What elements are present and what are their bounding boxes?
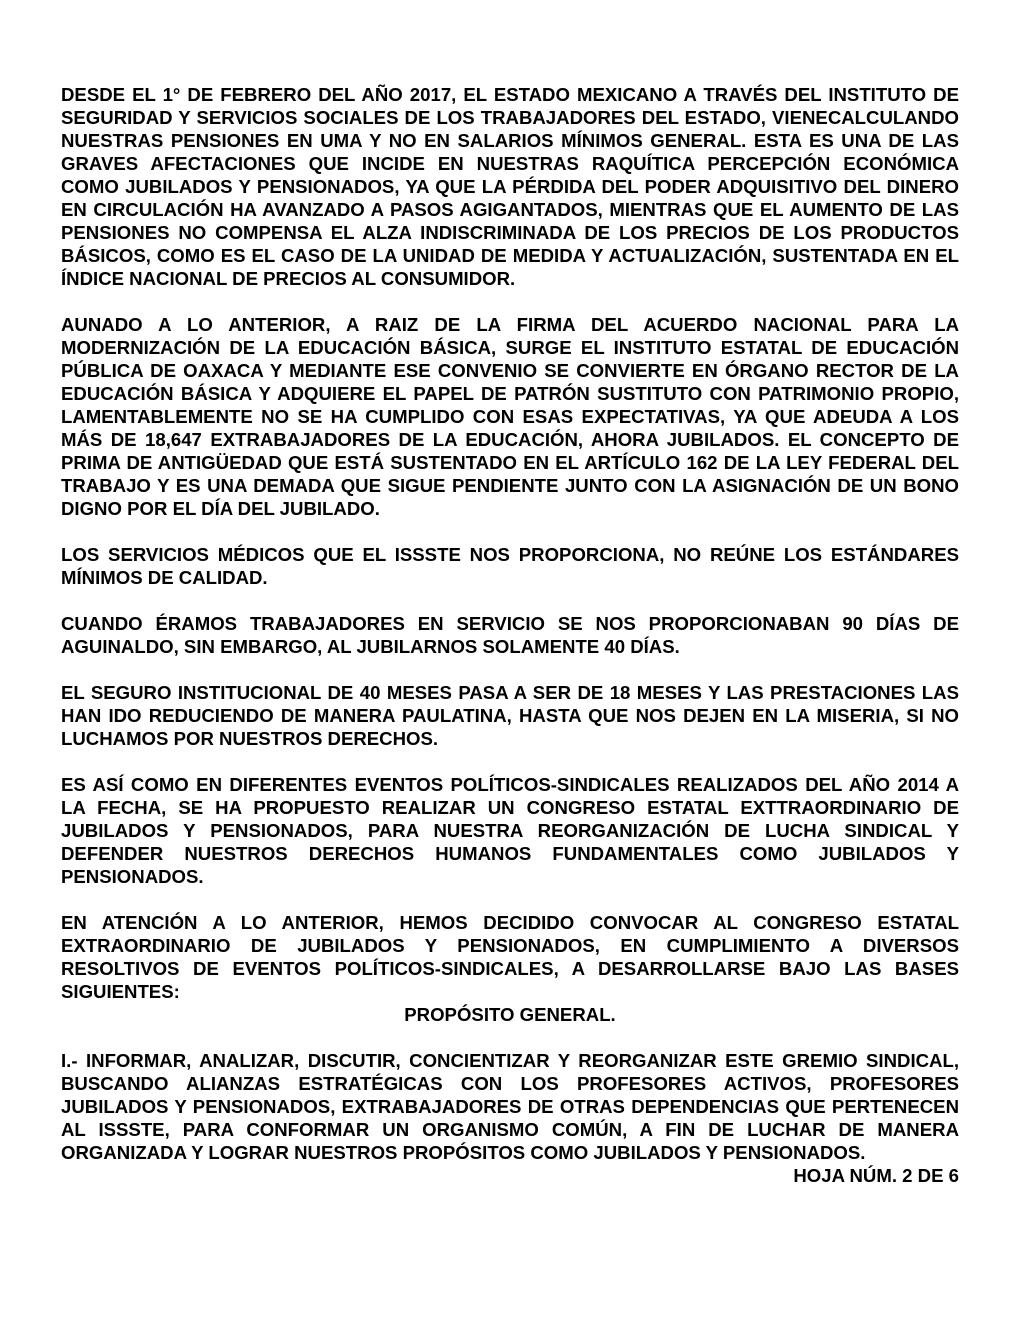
document-page [61, 83, 959, 1187]
page-number: HOJA NÚM. 2 DE 6 [793, 1165, 959, 1186]
section-heading: PROPÓSITO GENERAL. [404, 1004, 616, 1025]
paragraph-ieepo-agreement: AUNADO A LO ANTERIOR, A RAIZ DE LA FIRMA DEL ACUERDO NACIONAL PARA LA MODERNIZACIÓN DE LA EDUCACIÓN BÁSICA, SURGE EL INSTITUTO ESTATAL DE EDUCACIÓN PÚBLICA DE OAXACA Y MEDIANTE ESE CONVENIO SE CONVIERTE EN ÓRGANO RECTOR DE LA EDUCACIÓN BÁSICA Y ADQUIERE EL PAPEL DE PATRÓN SUSTITUTO CON PATRIMONIO PROPIO, LAMENTABLEMENTE NO SE HA CUMPLIDO CON ESAS EXPECTATIVAS, YA QUE ADEUDA A LOS MÁS DE 18,647 EXTRABAJADORES DE LA EDUCACIÓN, AHORA JUBILADOS. EL CONCEPTO DE PRIMA DE ANTIGÜEDAD QUE ESTÁ SUSTENTADO EN EL ARTÍCULO 162 DE LA LEY FEDERAL DEL TRABAJO Y ES UNA DEMADA QUE SIGUE PENDIENTE JUNTO CON LA ASIGNACIÓN DE UN BONO DIGNO POR EL DÍA DEL JUBILADO. [61, 314, 959, 519]
paragraph-institutional-insurance: EL SEGURO INSTITUCIONAL DE 40 MESES PASA A SER DE 18 MESES Y LAS PRESTACIONES LAS HAN IDO REDUCIENDO DE MANERA PAULATINA, HASTA QUE NOS DEJEN EN LA MISERIA, SI NO LUCHAMOS POR NUESTROS DERECHOS. [61, 682, 959, 749]
paragraph-uma-pensions: DESDE EL 1° DE FEBRERO DEL AÑO 2017, EL ESTADO MEXICANO A TRAVÉS DEL INSTITUTO DE SEGURIDAD Y SERVICIOS SOCIALES DE LOS TRABAJADORES DEL ESTADO, VIENECALCULANDO NUESTRAS PENSIONES EN UMA Y NO EN SALARIOS MÍNIMOS GENERAL. ESTA ES UNA DE LAS GRAVES AFECTACIONES QUE INCIDE EN NUESTRAS RAQUÍTICA PERCEPCIÓN ECONÓMICA COMO JUBILADOS Y PENSIONADOS, YA QUE LA PÉRDIDA DEL PODER ADQUISITIVO DEL DINERO EN CIRCULACIÓN HA AVANZADO A PASOS AGIGANTADOS, MIENTRAS QUE EL AUMENTO DE LAS PENSIONES NO COMPENSA EL ALZA INDISCRIMINADA DE LOS PRECIOS DE LOS PRODUCTOS BÁSICOS, COMO ES EL CASO DE LA UNIDAD DE MEDIDA Y ACTUALIZACIÓN, SUSTENTADA EN EL ÍNDICE NACIONAL DE PRECIOS AL CONSUMIDOR. [61, 84, 959, 289]
paragraph-congress-proposal: ES ASÍ COMO EN DIFERENTES EVENTOS POLÍTICOS-SINDICALES REALIZADOS DEL AÑO 2014 A LA FECHA, SE HA PROPUESTO REALIZAR UN CONGRESO ESTATAL EXTTRAORDINARIO DE JUBILADOS Y PENSIONADOS, PARA NUESTRA REORGANIZACIÓN DE LUCHA SINDICAL Y DEFENDER NUESTROS DERECHOS HUMANOS FUNDAMENTALES COMO JUBILADOS Y PENSIONADOS. [61, 774, 959, 887]
paragraph-medical-services: LOS SERVICIOS MÉDICOS QUE EL ISSSTE NOS PROPORCIONA, NO REÚNE LOS ESTÁNDARES MÍNIMOS DE CALIDAD. [61, 544, 959, 588]
paragraph-convocation: EN ATENCIÓN A LO ANTERIOR, HEMOS DECIDIDO CONVOCAR AL CONGRESO ESTATAL EXTRAORDINARIO DE JUBILADOS Y PENSIONADOS, EN CUMPLIMIENTO A DIVERSOS RESOLTIVOS DE EVENTOS POLÍTICOS-SINDICALES, A DESARROLLARSE BAJO LAS BASES SIGUIENTES: [61, 912, 959, 1002]
paragraph-aguinaldo: CUANDO ÉRAMOS TRABAJADORES EN SERVICIO SE NOS PROPORCIONABAN 90 DÍAS DE AGUINALDO, SIN EMBARGO, AL JUBILARNOS SOLAMENTE 40 DÍAS. [61, 613, 959, 657]
paragraph-purpose: I.- INFORMAR, ANALIZAR, DISCUTIR, CONCIENTIZAR Y REORGANIZAR ESTE GREMIO SINDICAL, BUSCANDO ALIANZAS ESTRATÉGICAS CON LOS PROFESORES ACTIVOS, PROFESORES JUBILADOS Y PENSIONADOS, EXTRABAJADORES DE OTRAS DEPENDENCIAS QUE PERTENECEN AL ISSSTE, PARA CONFORMAR UN ORGANISMO COMÚN, A FIN DE LUCHAR DE MANERA ORGANIZADA Y LOGRAR NUESTROS PROPÓSITOS COMO JUBILADOS Y PENSIONADOS. [61, 1050, 959, 1163]
